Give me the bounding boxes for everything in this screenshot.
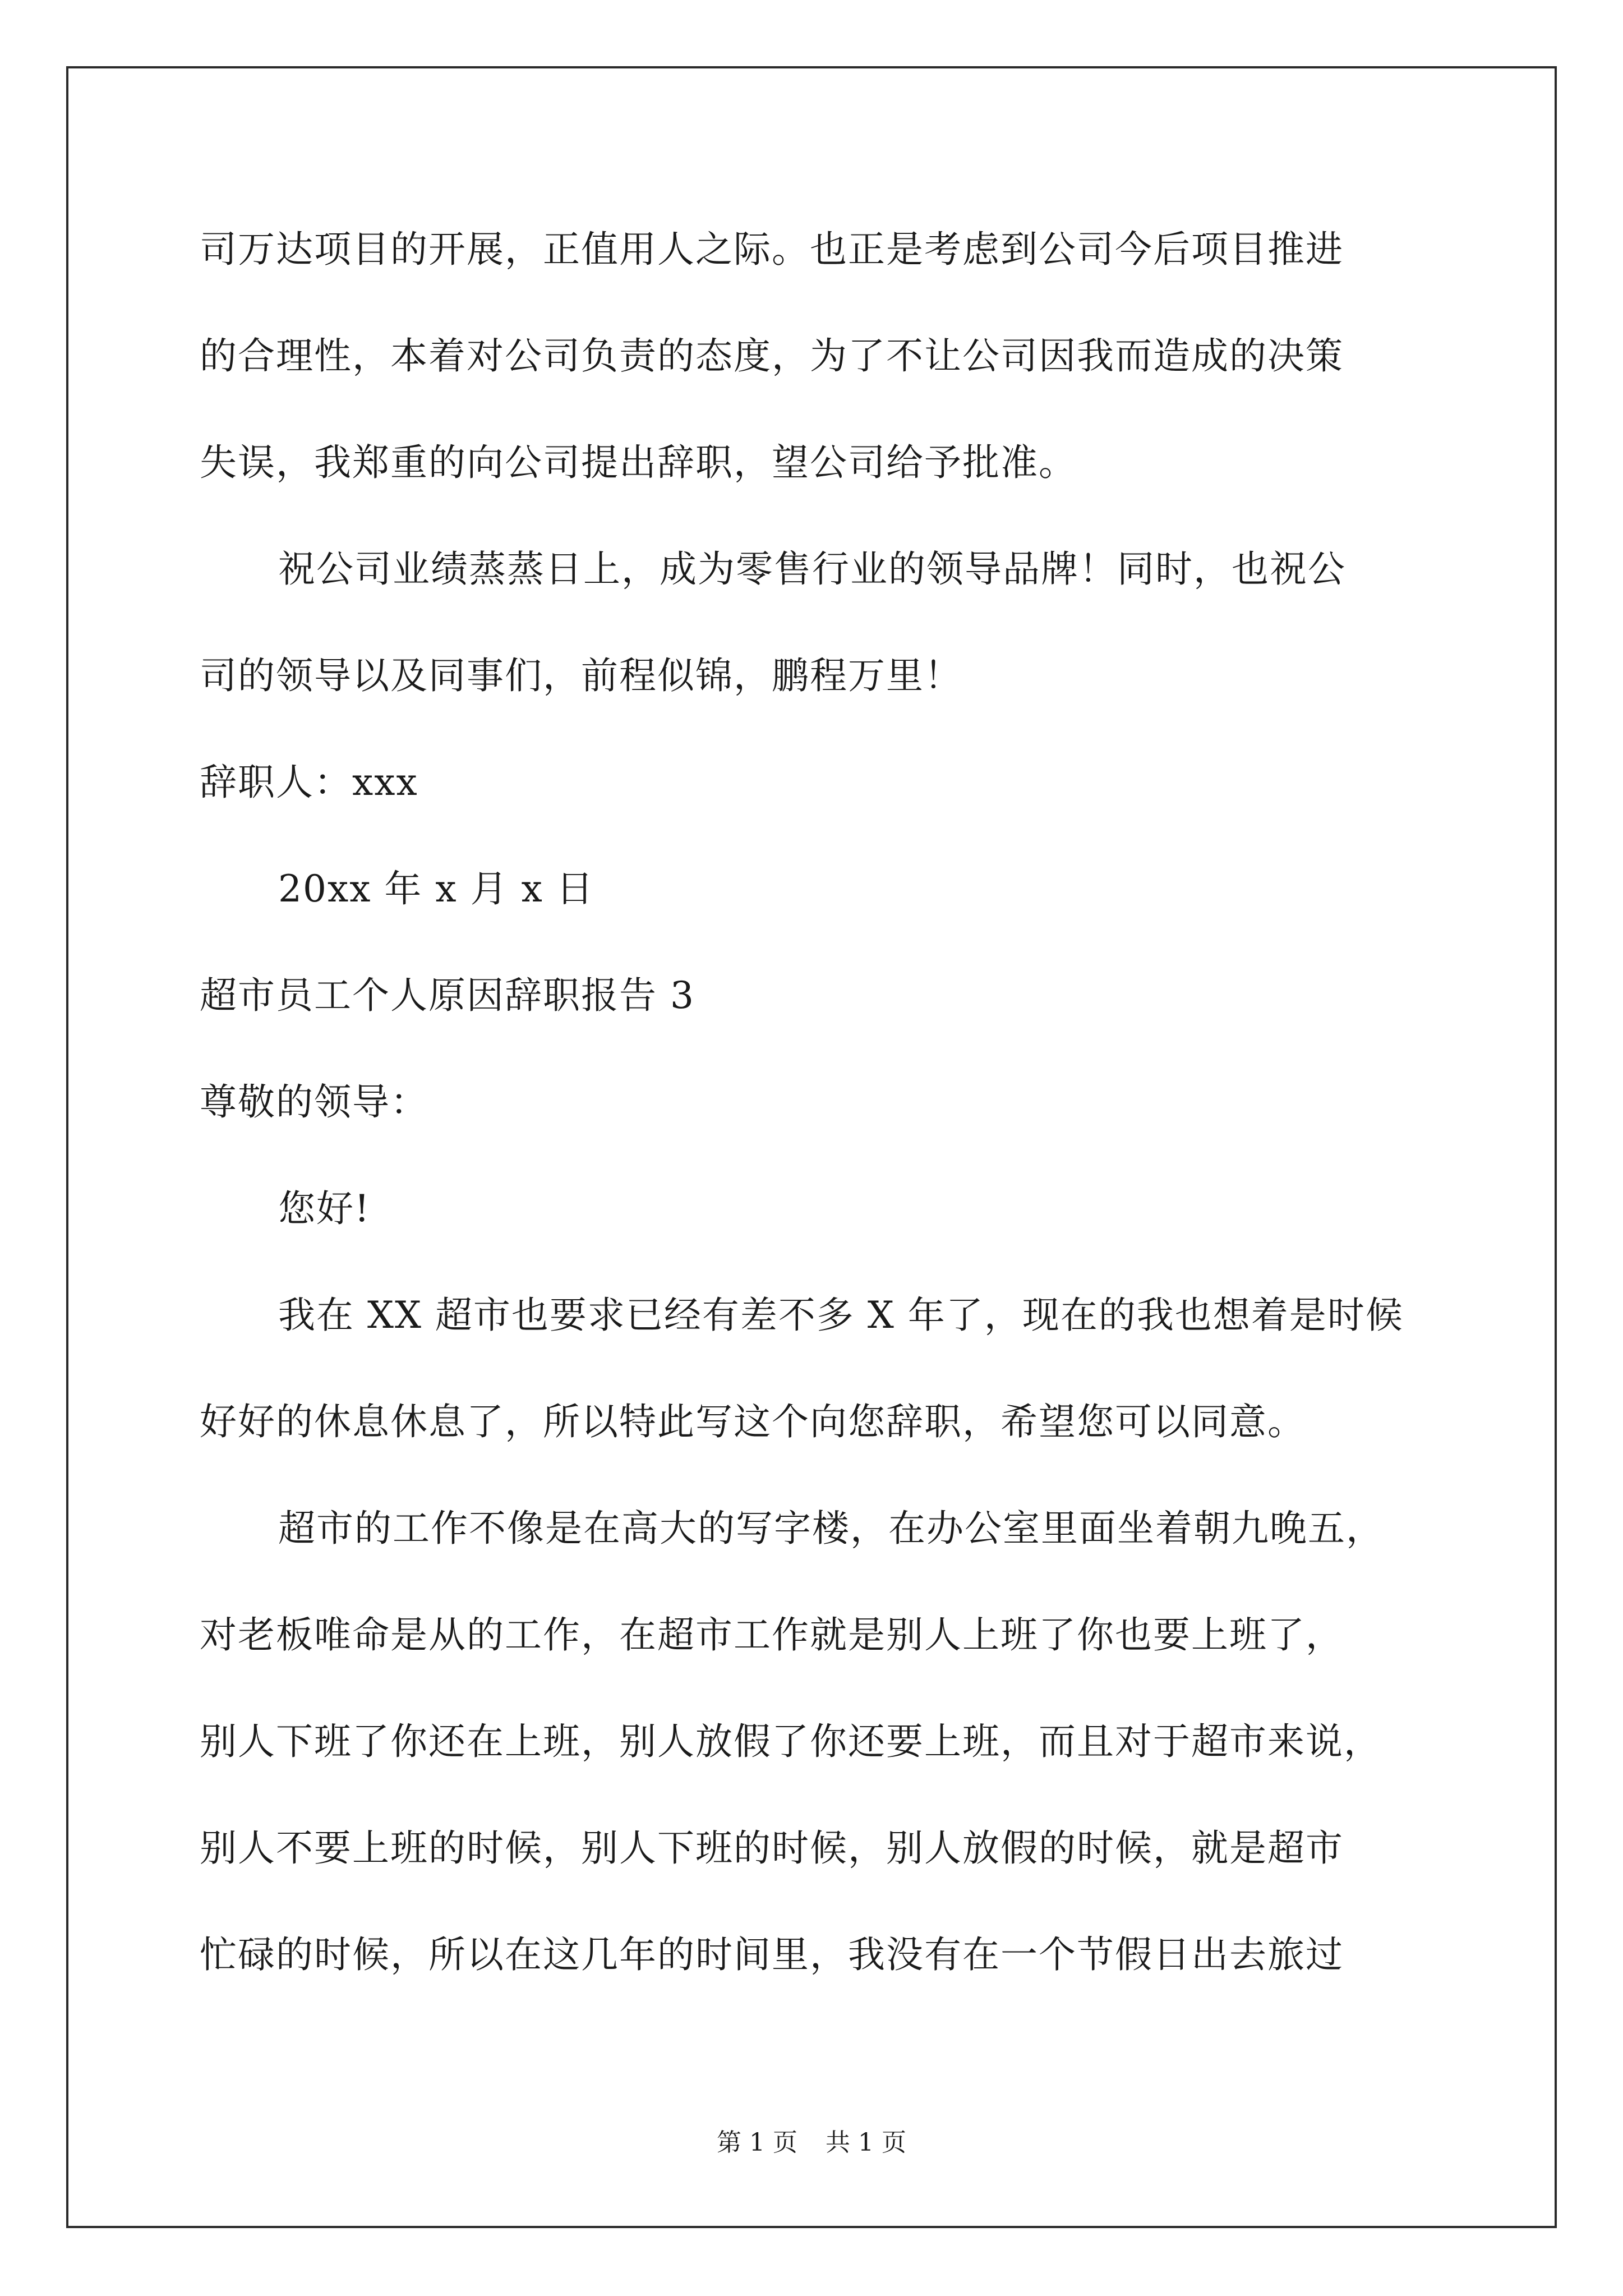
text-line: 祝公司业绩蒸蒸日上，成为零售行业的领导品牌！同时，也祝公 — [278, 547, 1346, 591]
section-title: 超市员工个人原因辞职报告 3 — [200, 974, 695, 1017]
page-total: 共 1 页 — [826, 2128, 906, 2157]
salutation: 尊敬的领导： — [200, 1080, 428, 1124]
text-line: 好好的休息休息了，所以特此写这个向您辞职，希望您可以同意。 — [200, 1400, 1306, 1443]
document-body — [200, 219, 1490, 2031]
text-line: 失误，我郑重的向公司提出辞职，望公司给予批准。 — [200, 441, 1077, 484]
page-footer — [0, 2126, 1623, 2160]
date-line: 20xx 年 x 月 x 日 — [278, 867, 594, 910]
text-line: 司万达项目的开展，正值用人之际。也正是考虑到公司今后项目推进 — [200, 228, 1344, 271]
text-line: 我在 XX 超市也要求已经有差不多 X 年了，现在的我也想着是时候 — [278, 1294, 1404, 1337]
text-line: 忙碌的时候，所以在这几年的时间里，我没有在一个节假日出去旅过 — [200, 1933, 1344, 1976]
text-line: 超市的工作不像是在高大的写字楼，在办公室里面坐着朝九晚五， — [278, 1507, 1384, 1550]
text-line: 司的领导以及同事们，前程似锦，鹏程万里！ — [200, 654, 962, 697]
text-line: 的合理性，本着对公司负责的态度，为了不让公司因我而造成的决策 — [200, 334, 1344, 378]
text-line: 别人不要上班的时候，别人下班的时候，别人放假的时候，就是超市 — [200, 1826, 1344, 1870]
signature-line: 辞职人：xxx — [200, 761, 418, 804]
text-line: 别人下班了你还在上班，别人放假了你还要上班，而且对于超市来说， — [200, 1720, 1382, 1763]
greeting: 您好! — [278, 1187, 371, 1230]
page-number: 第 1 页 — [717, 2128, 797, 2157]
text-line: 对老板唯命是从的工作，在超市工作就是别人上班了你也要上班了， — [200, 1613, 1344, 1657]
